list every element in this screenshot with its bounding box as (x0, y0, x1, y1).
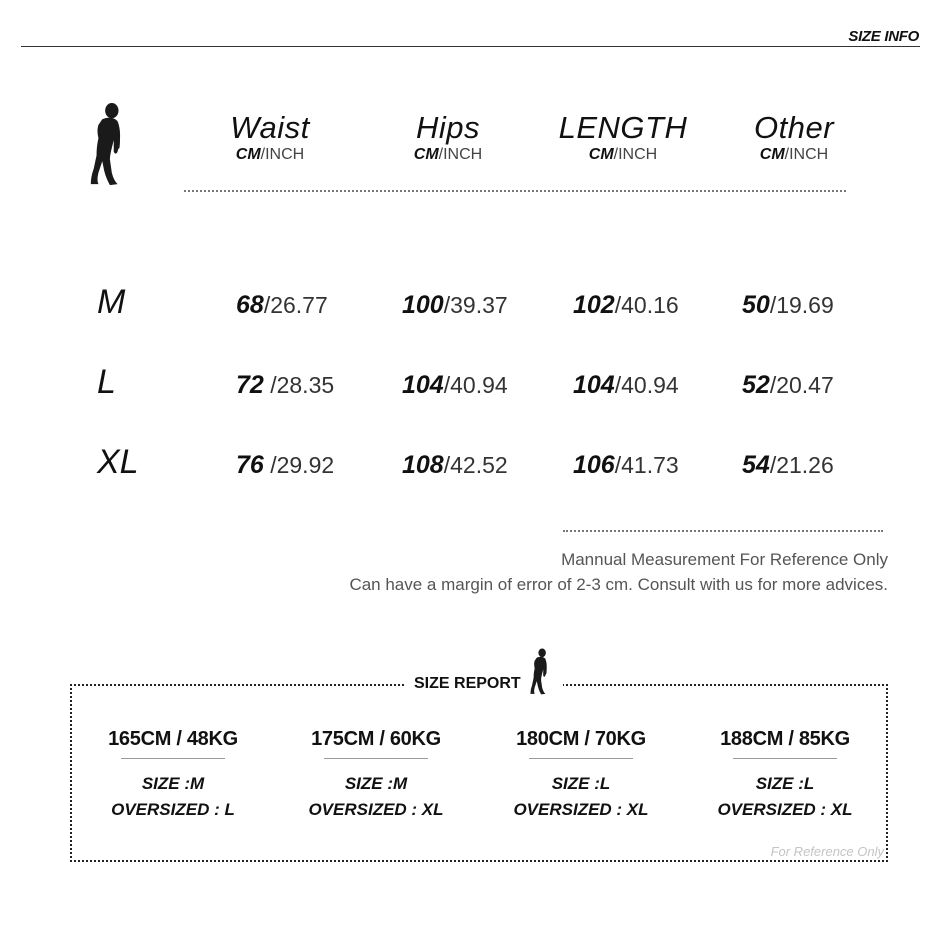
model-report (481, 726, 681, 823)
column-header-waist (195, 110, 345, 164)
model-report (276, 726, 476, 823)
table-cell: 106/41.73 (573, 451, 679, 479)
column-header-hips (373, 110, 523, 164)
model-height-weight: 175CM / 60KG (311, 728, 441, 750)
size-label-l: L (97, 363, 116, 401)
measurement-note: Mannual Measurement For Reference Only (561, 550, 888, 569)
model-divider (121, 758, 225, 759)
table-cell: 72 /28.35 (236, 371, 335, 399)
column-unit: CM/INCH (235, 146, 305, 163)
table-cell: 76 /29.92 (236, 451, 335, 479)
model-size: SIZE :M (344, 774, 408, 793)
notes-dotted-divider (563, 530, 883, 532)
model-height-weight: 180CM / 70KG (516, 728, 646, 750)
column-name: Waist (230, 110, 310, 145)
model-oversized: OVERSIZED : XL (308, 800, 444, 819)
table-cell: 68/26.77 (236, 291, 328, 319)
size-label-xl: XL (97, 443, 139, 481)
walking-figure-icon (527, 648, 553, 696)
model-size: SIZE :L (551, 774, 611, 793)
model-divider (733, 758, 837, 759)
model-height-weight: 165CM / 48KG (108, 728, 238, 750)
table-cell: 108/42.52 (402, 451, 508, 479)
error-margin-note: Can have a margin of error of 2-3 cm. Consult with us for more advices. (349, 575, 888, 594)
size-label-m: M (97, 283, 126, 321)
model-divider (324, 758, 428, 759)
header-divider (21, 46, 920, 47)
model-size: SIZE :M (141, 774, 205, 793)
model-divider (529, 758, 633, 759)
model-oversized: OVERSIZED : L (111, 800, 235, 819)
size-report-title: SIZE REPORT (414, 675, 521, 692)
model-report (685, 726, 885, 823)
table-cell: 52/20.47 (742, 371, 834, 399)
reference-footnote: For Reference Only (770, 844, 884, 859)
header-dotted-divider (184, 190, 846, 192)
column-header-length (548, 110, 698, 164)
table-cell: 104/40.94 (573, 371, 679, 399)
table-cell: 54/21.26 (742, 451, 834, 479)
table-cell: 50/19.69 (742, 291, 834, 319)
column-unit: CM/INCH (759, 146, 829, 163)
column-name: Hips (415, 110, 480, 145)
table-cell: 100/39.37 (402, 291, 508, 319)
table-cell: 102/40.16 (573, 291, 679, 319)
page-title: SIZE INFO (848, 28, 919, 45)
column-name: Other (753, 110, 835, 145)
column-name: LENGTH (558, 110, 688, 145)
size-report-heading (404, 640, 563, 696)
model-size: SIZE :L (755, 774, 815, 793)
column-unit: CM/INCH (413, 146, 483, 163)
walking-figure-icon (86, 102, 130, 188)
model-report (73, 726, 273, 823)
model-oversized: OVERSIZED : XL (513, 800, 649, 819)
column-unit: CM/INCH (588, 146, 658, 163)
model-oversized: OVERSIZED : XL (717, 800, 853, 819)
model-height-weight: 188CM / 85KG (720, 728, 850, 750)
table-cell: 104/40.94 (402, 371, 508, 399)
column-header-other (719, 110, 869, 164)
